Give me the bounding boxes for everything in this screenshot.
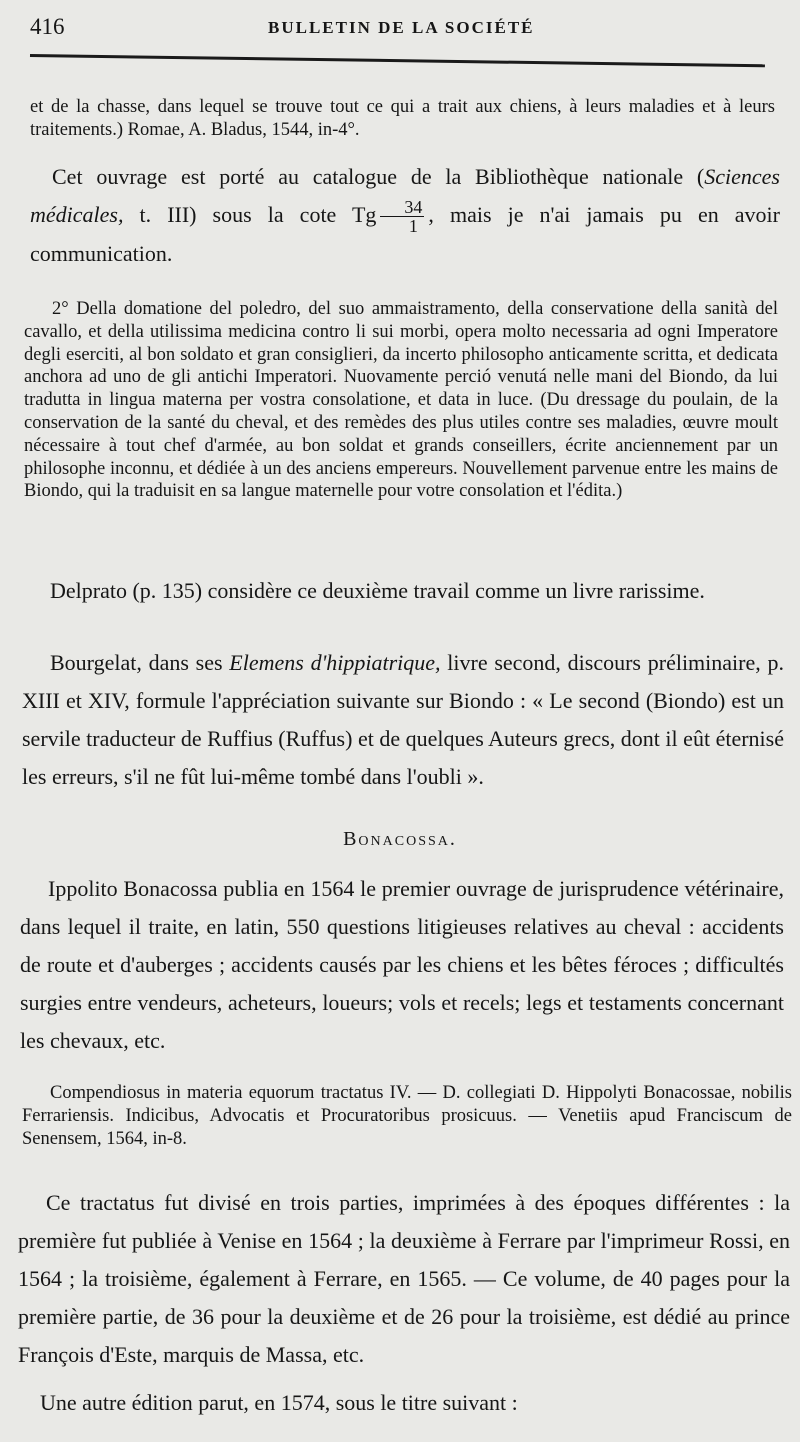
- page-number: 416: [30, 14, 65, 39]
- paragraph-catalogue: [30, 158, 780, 273]
- p2-text-mid: t. III) sous la cote Tg: [123, 202, 377, 227]
- paragraph-autre-edition: Une autre édition parut, en 1574, sous le titre suivant :: [40, 1390, 518, 1415]
- p2-text-after: , mais je n'ai jamais pu en avoir communication.: [30, 202, 780, 267]
- citation-continuation: et de la chasse, dans lequel se trouve tout ce qui a trait aux chiens, à leurs maladies et à leurs traitements.) Romae, A. Bladus, 1544, in-4°.: [30, 97, 775, 140]
- shelfmark-fraction: [380, 198, 424, 235]
- fraction-numerator: 34: [380, 198, 424, 217]
- header-rule: [30, 54, 765, 67]
- citation-della-domatione: 2° Della domatione del poledro, del suo ammaistramento, della conservatione della sanità del cavallo, et della utilissima medicina contro li sui morbi, opera molto necessaria ad ogni Imperatore degli eserciti, al bon soldato et gran consiglieri, da incerto philosopho anticamente scritta, et dedicata anchora ad uno de gli antichi Imperatori. Nuovamente perció venutá nelle mani del Biondo, da lui tradutta in lingua materna per vostra consolatione, et data in luce. (Du dressage du poulain, de la conservation de la santé du cheval, et des remèdes des plus utiles contre ses maladies, œuvre moult nécessaire à tout chef d'armée, au bon soldat et grands conseillers, écrite anciennement par un philosophe inconnu, et dédiée à un des anciens empereurs. Nouvellement parvenue entre les mains de Biondo, qui la traduisit en sa langue maternelle pour votre consolation et l'édita.): [24, 299, 778, 502]
- running-title: BULLETIN DE LA SOCIÉTÉ: [268, 18, 535, 37]
- p2-text-before: Cet ouvrage est porté au catalogue de la Bibliothèque nationale (: [52, 164, 705, 189]
- section-heading: Bonacossa.: [343, 828, 457, 850]
- p5-italic-title: Elemens d'hippiatrique,: [229, 650, 441, 675]
- paragraph-tractatus: Ce tractatus fut divisé en trois parties, imprimées à des époques différentes : la première fut publiée à Venise en 1564 ; la deuxième à Ferrare par l'imprimeur Rossi, en 1564 ; la troisième, également à Ferrare, en 1565. — Ce volume, de 40 pages pour la première partie, de 36 pour la deuxième et de 26 pour la troisième, est dédié au prince François d'Este, marquis de Massa, etc.: [18, 1190, 790, 1367]
- fraction-denominator: 1: [408, 216, 418, 237]
- paragraph-delprato: Delprato (p. 135) considère ce deuxième travail comme un livre rarissime.: [50, 578, 705, 603]
- citation-compendiosus: Compendiosus in materia equorum tractatus IV. — D. collegiati D. Hippolyti Bonacossae, nobilis Ferrariensis. Indicibus, Advocatis et Procuratoribus prosicuus. — Venetiis apud Franciscum de Senensem, 1564, in-8.: [22, 1083, 792, 1149]
- page-header: [0, 8, 800, 48]
- p5-text-before: Bourgelat, dans ses: [50, 650, 230, 675]
- p5-text-after: livre second, discours préliminaire, p. XIII et XIV, formule l'appréciation suivante sur Biondo : « Le second (Biondo) est un servile traducteur de Ruffius (Ruffus) et de quelques Auteurs grecs, dont il eût éternisé les erreurs, s'il ne fût lui-même tombé dans l'oubli ».: [22, 650, 784, 789]
- p2-italic-title: Sciences médicales,: [30, 164, 780, 227]
- paragraph-bonacossa: Ippolito Bonacossa publia en 1564 le premier ouvrage de jurisprudence vétérinaire, dans lequel il traite, en latin, 550 questions litigieuses relatives au cheval : accidents de route et d'auberges ; accidents causés par les chiens et les bêtes féroces ; difficultés surgies entre vendeurs, acheteurs, loueurs; vols et recels; legs et testaments concernant les chevaux, etc.: [20, 876, 784, 1053]
- paragraph-bourgelat: [22, 644, 784, 796]
